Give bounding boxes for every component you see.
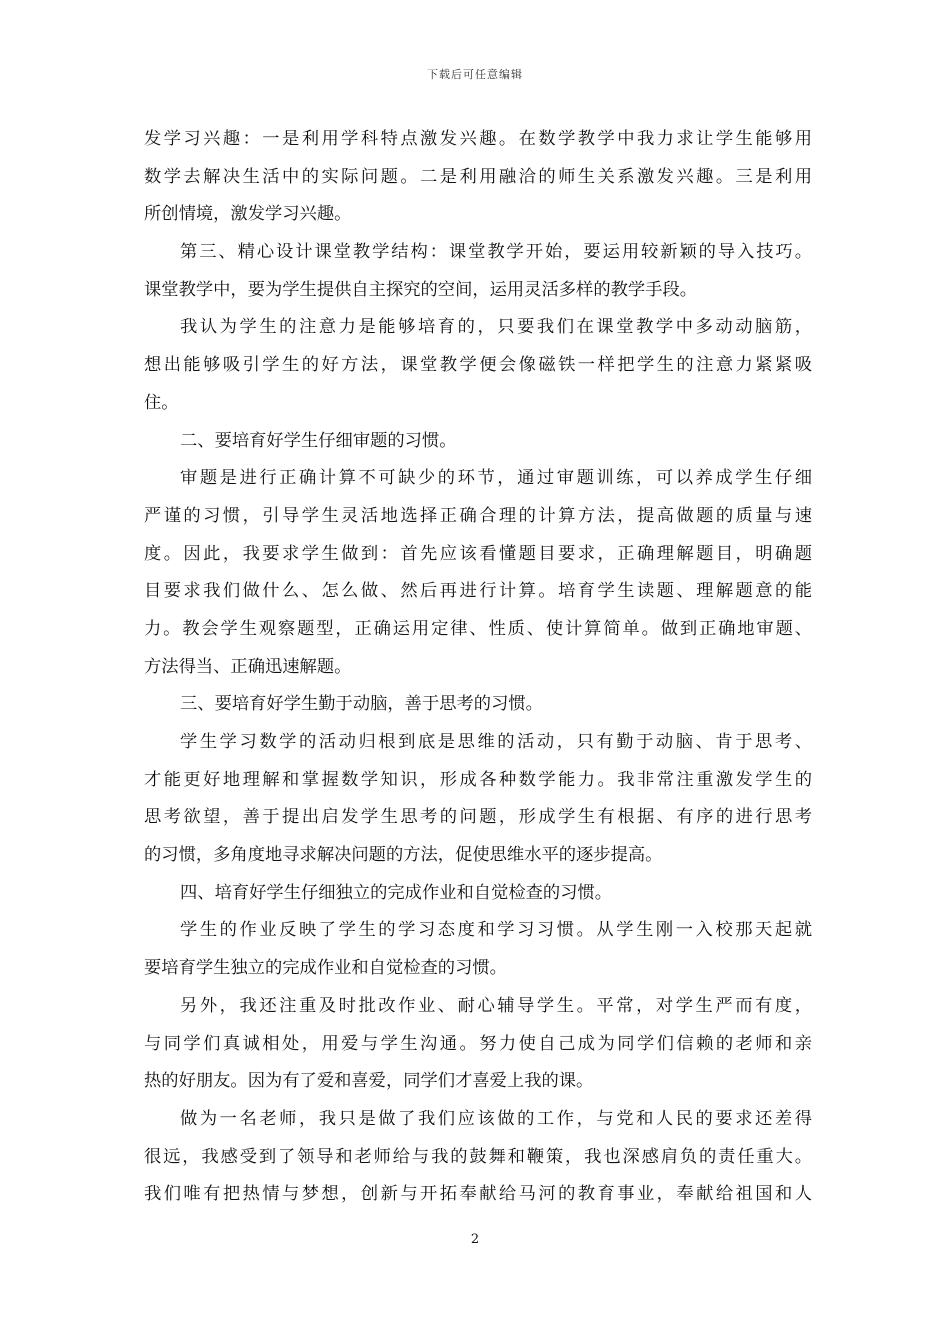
text-line: 住。	[144, 392, 179, 413]
text-line: 二、要培育好学生仔细审题的习惯。	[180, 430, 457, 451]
text-line: 严谨的习惯，引导学生灵活地选择正确合理的计算方法，提高做题的质量与速	[144, 505, 812, 526]
text-line: 学生的作业反映了学生的学习态度和学习习惯。从学生刚一入校那天起就	[180, 920, 812, 941]
text-line: 所创情境，激发学习兴趣。	[144, 204, 352, 225]
text-line: 三、要培育好学生勤于动脑，善于思考的习惯。	[180, 694, 543, 715]
text-line: 的习惯，多角度地寻求解决问题的方法，促使思维水平的逐步提高。	[144, 845, 663, 866]
page-header: 下载后可任意编辑	[427, 68, 523, 81]
text-line: 数学去解决生活中的实际问题。二是利用融洽的师生关系激发兴趣。三是利用	[144, 166, 812, 187]
text-line: 思考欲望，善于提出启发学生思考的问题，形成学生有根据、有序的进行思考	[144, 807, 812, 828]
text-line: 第三、精心设计课堂教学结构：课堂教学开始，要运用较新颖的导入技巧。	[180, 242, 812, 263]
text-line: 力。教会学生观察题型，正确运用定律、性质、使计算简单。做到正确地审题、	[144, 618, 812, 639]
document-body	[144, 121, 812, 1214]
text-line: 发学习兴趣：一是利用学科特点激发兴趣。在数学教学中我力求让学生能够用	[144, 129, 812, 149]
text-line: 另外，我还注重及时批改作业、耐心辅导学生。平常，对学生严而有度，	[180, 995, 812, 1016]
text-line: 目要求我们做什么、怎么做、然后再进行计算。培育学生读题、理解题意的能	[144, 581, 812, 602]
text-line: 课堂教学中，要为学生提供自主探究的空间，运用灵活多样的教学手段。	[144, 279, 698, 300]
text-line: 与同学们真诚相处，用爱与学生沟通。努力使自己成为同学们信赖的老师和亲	[144, 1033, 812, 1054]
text-line: 四、培育好学生仔细独立的完成作业和自觉检查的习惯。	[180, 882, 613, 903]
text-line: 方法得当、正确迅速解题。	[144, 656, 352, 677]
text-line: 我们唯有把热情与梦想，创新与开拓奉献给马河的教育事业，奉献给祖国和人	[144, 1184, 812, 1205]
text-line: 热的好朋友。因为有了爱和喜爱，同学们才喜爱上我的课。	[144, 1071, 594, 1092]
text-line: 做为一名老师，我只是做了我们应该做的工作，与党和人民的要求还差得	[180, 1108, 812, 1129]
text-line: 审题是进行正确计算不可缺少的环节，通过审题训练，可以养成学生仔细	[180, 468, 812, 489]
text-line: 才能更好地理解和掌握数学知识，形成各种数学能力。我非常注重激发学生的	[144, 769, 812, 790]
text-line: 很远，我感受到了领导和老师给与我的鼓舞和鞭策，我也深感肩负的责任重大。	[144, 1146, 812, 1167]
text-line: 我认为学生的注意力是能够培育的，只要我们在课堂教学中多动动脑筋，	[180, 317, 812, 338]
text-line: 学生学习数学的活动归根到底是思维的活动，只有勤于动脑、肯于思考、	[180, 732, 812, 752]
page-number: 2	[470, 1232, 480, 1247]
text-line: 想出能够吸引学生的好方法，课堂教学便会像磁铁一样把学生的注意力紧紧吸	[144, 355, 812, 376]
text-line: 要培育学生独立的完成作业和自觉检查的习惯。	[144, 958, 507, 979]
text-line: 度。因此，我要求学生做到：首先应该看懂题目要求，正确理解题目，明确题	[144, 543, 812, 564]
